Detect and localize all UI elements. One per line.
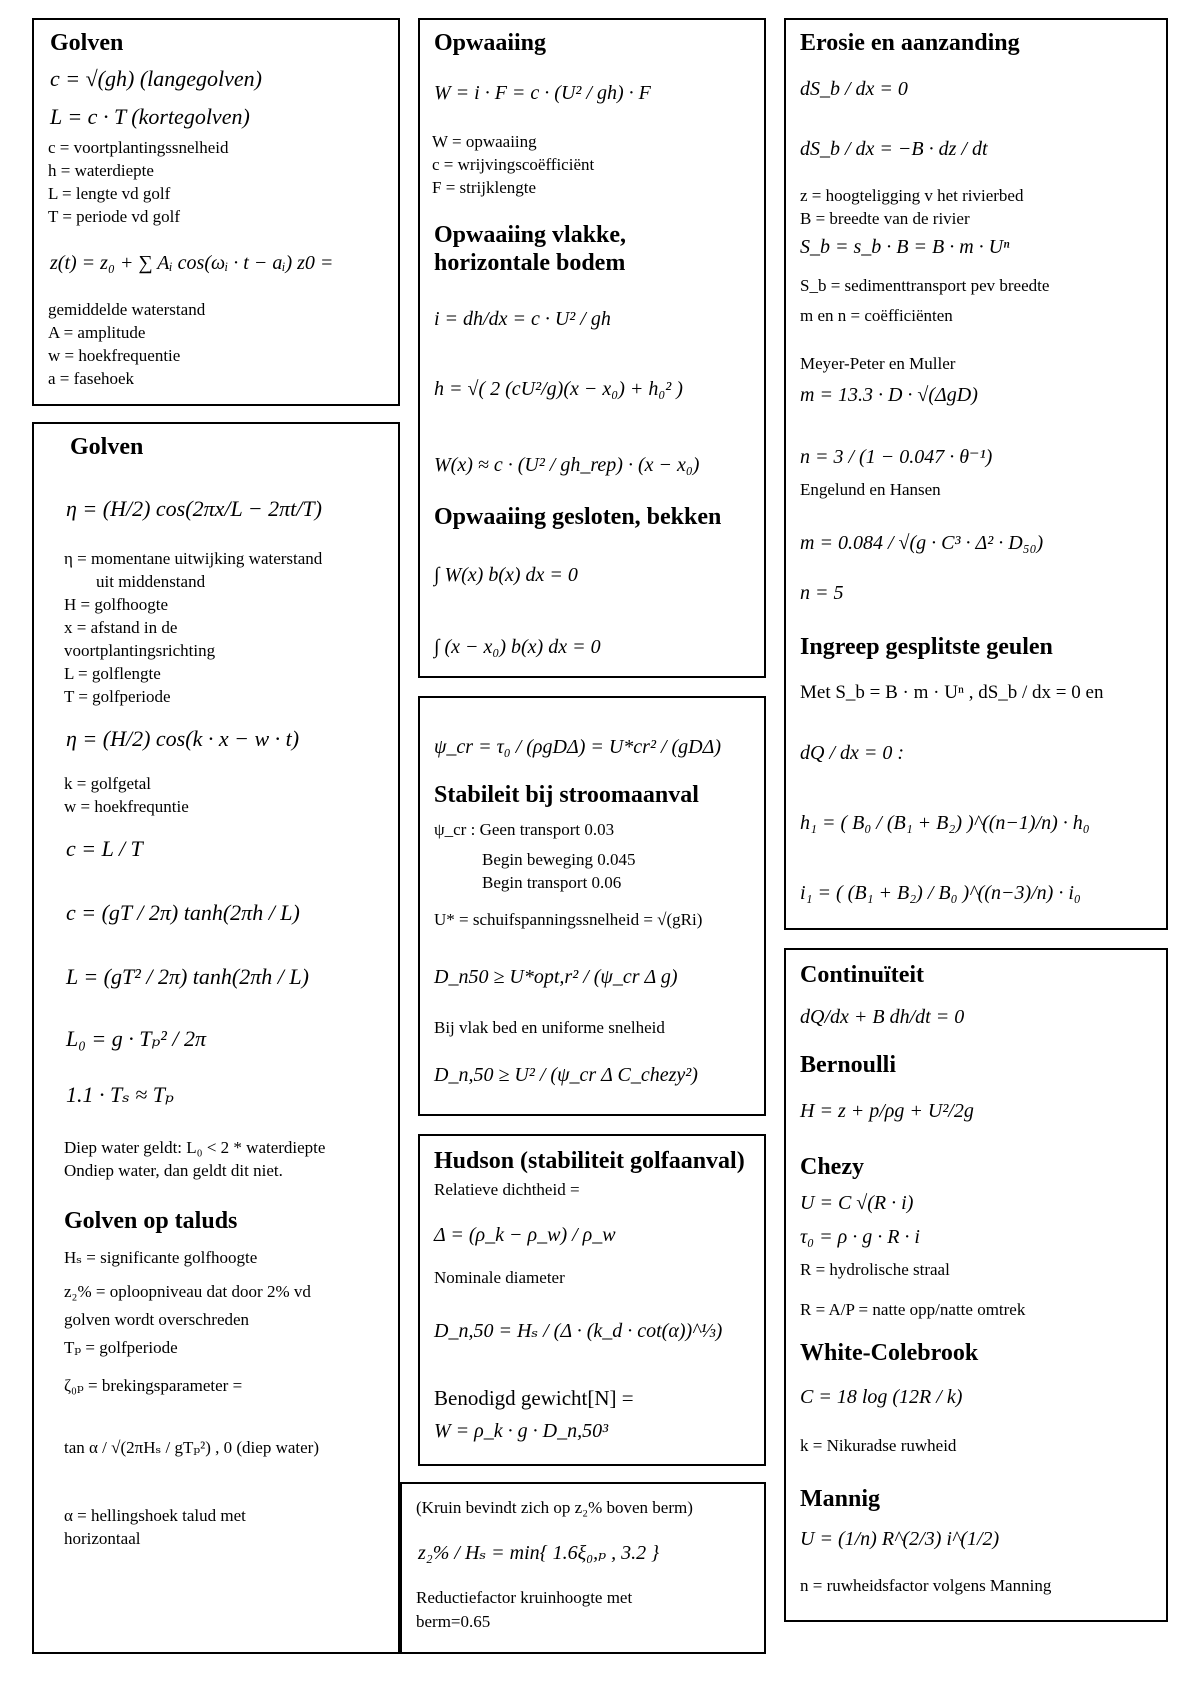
- text: B = breedte van de rivier: [800, 209, 970, 228]
- formula: c = (gT / 2π) tanh(2πh / L): [66, 900, 300, 925]
- text: Nominale diameter: [434, 1268, 565, 1287]
- formula: c = L / T: [66, 836, 143, 861]
- text: Ondiep water, dan geldt dit niet.: [64, 1161, 283, 1180]
- formula: W = ρ_k · g · D_n,50³: [434, 1420, 609, 1442]
- formula: h₁ = ( B₀ / (B₁ + B₂) )^((n−1)/n) · h₀: [800, 812, 1090, 834]
- text: Met S_b = B · m · Uⁿ , dS_b / dx = 0 en: [800, 682, 1104, 703]
- section-title: Bernoulli: [800, 1052, 897, 1078]
- text: Meyer-Peter en Muller: [800, 354, 956, 373]
- text: Bij vlak bed en uniforme snelheid: [434, 1018, 665, 1037]
- formula: H = z + p/ρg + U²/2g: [800, 1100, 974, 1122]
- text: n = ruwheidsfactor volgens Manning: [800, 1576, 1052, 1595]
- golven-box: [32, 422, 400, 1654]
- section-title: Mannig: [800, 1486, 881, 1512]
- hudson-box: [418, 1134, 766, 1466]
- text: c = voortplantingssnelheid: [48, 138, 229, 157]
- formula: η = (H/2) cos(k · x − w · t): [66, 726, 300, 751]
- formula: L₀ = g · Tₚ² / 2π: [66, 1026, 206, 1051]
- text: W = opwaaiing: [432, 132, 537, 151]
- text: Tₚ = golfperiode: [64, 1338, 178, 1357]
- section-title: Hudson (stabiliteit golfaanval): [434, 1148, 745, 1174]
- text: k = Nikuradse ruwheid: [800, 1436, 957, 1455]
- formula: ψ_cr = τ₀ / (ρgDΔ) = U*cr² / (gDΔ): [434, 736, 722, 758]
- text: x = afstand in de: [64, 618, 178, 637]
- section-title: Opwaaiing: [434, 30, 547, 56]
- text: gemiddelde waterstand: [48, 300, 206, 319]
- formula: h = √( 2 (cU²/g)(x − x₀) + h₀² ): [434, 378, 683, 400]
- text: A = amplitude: [48, 323, 146, 342]
- formula: dQ/dx + B dh/dt = 0: [800, 1006, 965, 1028]
- formula: D_n,50 = Hₛ / (Δ · (k_d · cot(α))^⅓): [434, 1320, 723, 1342]
- formula: z(t) = z₀ + ∑ Aᵢ cos(ωᵢ · t − aᵢ) z0 =: [50, 252, 334, 274]
- text: S_b = sedimenttransport pev breedte: [800, 276, 1050, 295]
- text: a = fasehoek: [48, 369, 135, 388]
- section-title: Opwaaiing vlakke,: [434, 222, 627, 248]
- text: horizontaal: [64, 1529, 141, 1548]
- text: w = hoekfrequentie: [48, 346, 181, 365]
- text: η = momentane uitwijking waterstand: [64, 549, 323, 568]
- section-title: Golven: [50, 30, 124, 56]
- section-title: Golven op taluds: [64, 1208, 238, 1234]
- section-title: Golven: [70, 434, 144, 460]
- formula: L = (gT² / 2π) tanh(2πh / L): [66, 964, 309, 989]
- text: Relatieve dichtheid =: [434, 1180, 580, 1199]
- text: Diep water geldt: L₀ < 2 * waterdiepte: [64, 1138, 326, 1157]
- text: Engelund en Hansen: [800, 480, 941, 499]
- formula: i = dh/dx = c · U² / gh: [434, 308, 611, 330]
- text: R = hydrolische straal: [800, 1260, 950, 1279]
- text: z = hoogteligging v het rivierbed: [800, 186, 1024, 205]
- formula: n = 3 / (1 − 0.047 · θ⁻¹): [800, 446, 993, 468]
- formula: m = 13.3 · D · √(ΔgD): [800, 384, 978, 406]
- formula: S_b = s_b · B = B · m · Uⁿ: [800, 236, 1010, 258]
- section-title: Erosie en aanzanding: [800, 30, 1020, 56]
- formula: W(x) ≈ c · (U² / gh_rep) · (x − x₀): [434, 454, 700, 476]
- text: (Kruin bevindt zich op z₂% boven berm): [416, 1498, 693, 1517]
- formula: c = √(gh) (langegolven): [50, 66, 263, 91]
- text: berm=0.65: [416, 1612, 491, 1631]
- text: α = hellingshoek talud met: [64, 1506, 246, 1525]
- text: F = strijklengte: [432, 178, 537, 197]
- text: U* = schuifspanningssnelheid = √(gRi): [434, 910, 703, 929]
- formula: z₂% / Hₛ = min{ 1.6ξ₀,ₚ , 3.2 }: [418, 1542, 660, 1564]
- text: L = golflengte: [64, 664, 161, 683]
- text: T = periode vd golf: [48, 207, 181, 226]
- section-title: Opwaaiing gesloten, bekken: [434, 504, 722, 530]
- formula: dQ / dx = 0 :: [800, 742, 905, 764]
- formula: C = 18 log (12R / k): [800, 1386, 963, 1408]
- formula: m = 0.084 / √(g · C³ · Δ² · D₅₀): [800, 532, 1044, 554]
- text: H = golfhoogte: [64, 595, 169, 614]
- section-title: Ingreep gesplitste geulen: [800, 634, 1053, 660]
- text: T = golfperiode: [64, 687, 171, 706]
- formula: D_n50 ≥ U*opt,r² / (ψ_cr Δ g): [434, 966, 678, 988]
- text: Begin transport 0.06: [482, 873, 622, 892]
- continuiteit-box: [784, 948, 1168, 1622]
- text: golven wordt overschreden: [64, 1310, 250, 1329]
- text: h = waterdiepte: [48, 161, 154, 180]
- section-title: horizontale bodem: [434, 250, 626, 276]
- opwaaiing-box: [418, 18, 766, 678]
- formula: D_n,50 ≥ U² / (ψ_cr Δ C_chezy²): [434, 1064, 698, 1086]
- formula: L = c · T (kortegolven): [50, 104, 250, 129]
- formula: τ₀ = ρ · g · R · i: [800, 1226, 920, 1248]
- formula: ∫ (x − x₀) b(x) dx = 0: [434, 636, 601, 658]
- kruin-box: [400, 1482, 766, 1654]
- text: Benodigd gewicht[N] =: [434, 1386, 634, 1410]
- text: uit middenstand: [96, 572, 206, 591]
- formula: Δ = (ρ_k − ρ_w) / ρ_w: [434, 1224, 616, 1246]
- golven-basic-box: [32, 18, 400, 406]
- text: R = A/P = natte opp/natte omtrek: [800, 1300, 1026, 1319]
- stabiliteit-stroom-box: [418, 696, 766, 1116]
- text: m en n = coëfficiënten: [800, 306, 953, 325]
- formula: 1.1 · Tₛ ≈ Tₚ: [66, 1082, 174, 1107]
- formula: n = 5: [800, 582, 844, 604]
- text: w = hoekfrequntie: [64, 797, 189, 816]
- text: tan α / √(2πHₛ / gTₚ²) , 0 (diep water): [64, 1438, 319, 1457]
- erosie-box: [784, 18, 1168, 930]
- text: ζ₀ₚ = brekingsparameter =: [64, 1376, 243, 1395]
- formula: W = i · F = c · (U² / gh) · F: [434, 82, 651, 104]
- text: L = lengte vd golf: [48, 184, 171, 203]
- section-title: Stabileit bij stroomaanval: [434, 782, 699, 808]
- formula: η = (H/2) cos(2πx/L − 2πt/T): [66, 496, 322, 521]
- text: Begin beweging 0.045: [482, 850, 636, 869]
- formula: U = C √(R · i): [800, 1192, 914, 1214]
- section-title: White-Colebrook: [800, 1340, 979, 1366]
- formula: ∫ W(x) b(x) dx = 0: [434, 564, 578, 586]
- formula: dS_b / dx = −B · dz / dt: [800, 138, 988, 160]
- text: z₂% = oploopniveau dat door 2% vd: [64, 1282, 311, 1301]
- text: Reductiefactor kruinhoogte met: [416, 1588, 633, 1607]
- text: voortplantingsrichting: [64, 641, 216, 660]
- formula: i₁ = ( (B₁ + B₂) / B₀ )^((n−3)/n) · i₀: [800, 882, 1081, 904]
- text: k = golfgetal: [64, 774, 152, 793]
- section-title: Continuïteit: [800, 962, 925, 988]
- formula: dS_b / dx = 0: [800, 78, 908, 100]
- text: Hₛ = significante golfhoogte: [64, 1248, 258, 1267]
- formula: U = (1/n) R^(2/3) i^(1/2): [800, 1528, 1000, 1550]
- section-title: Chezy: [800, 1154, 864, 1180]
- text: c = wrijvingscoëfficiënt: [432, 155, 595, 174]
- text: ψ_cr : Geen transport 0.03: [434, 820, 615, 839]
